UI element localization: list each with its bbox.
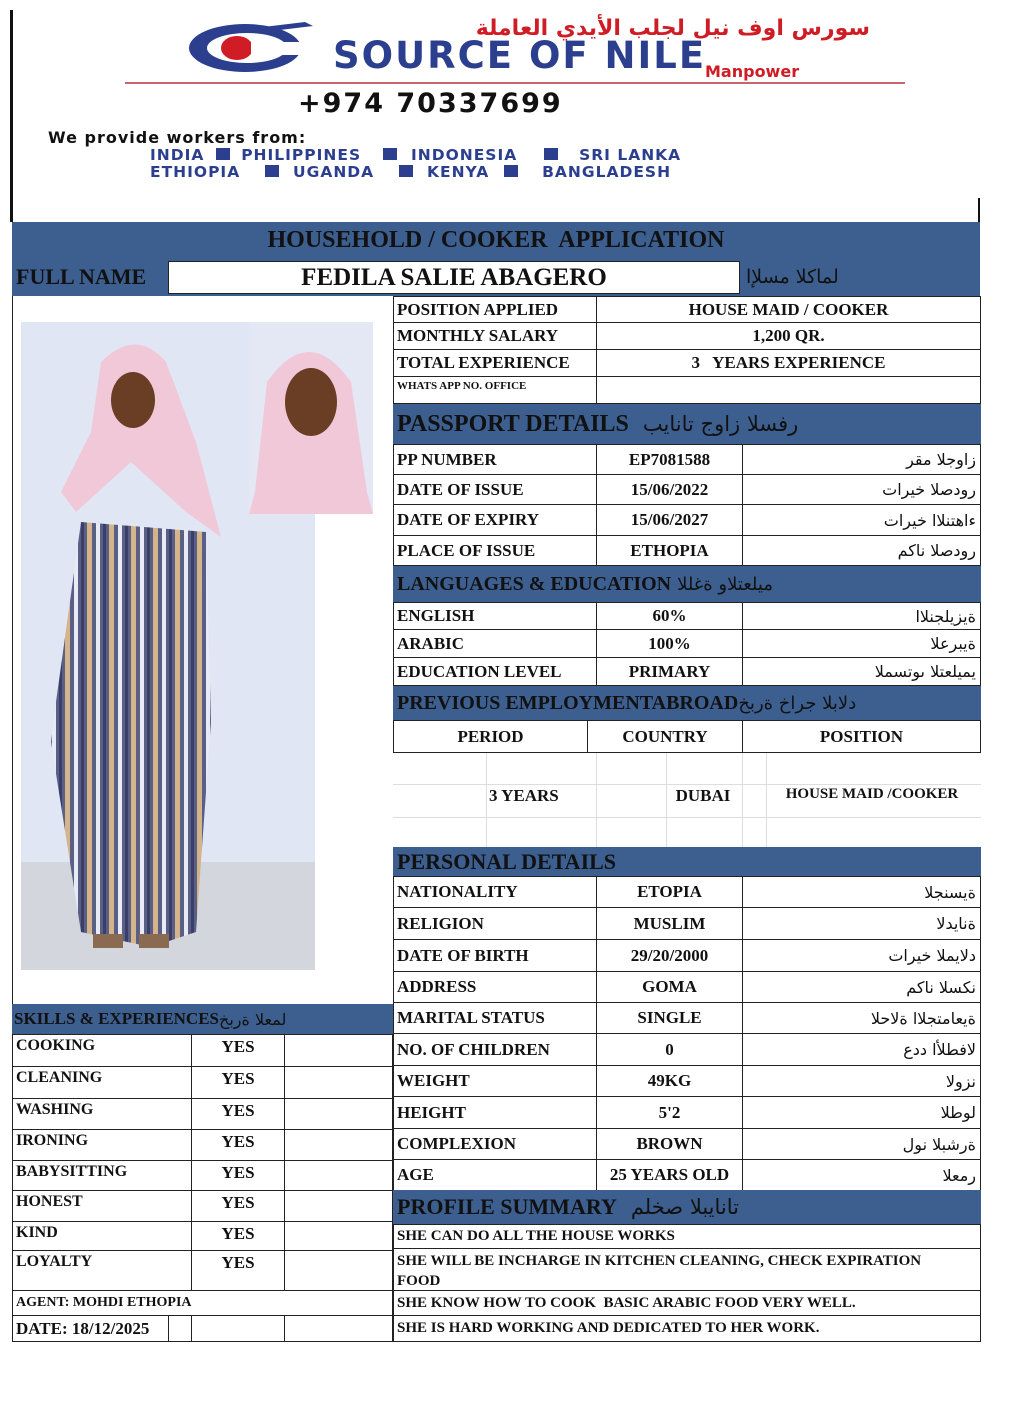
children-value: 0 <box>596 1033 743 1066</box>
application-title-bar <box>12 222 980 258</box>
weight-label-ar: نزولا <box>742 1065 981 1097</box>
total-experience-label: TOTAL EXPERIENCE <box>393 349 597 377</box>
employment-header-period: PERIOD <box>393 720 588 753</box>
skill-washing-value: YES <box>191 1098 285 1130</box>
weight-label: WEIGHT <box>393 1065 597 1097</box>
phone-number: +974 70337699 <box>298 88 563 119</box>
passport-photo <box>249 322 373 514</box>
expiry-date-label-ar: ءاهتنلاا خيرات <box>742 504 981 536</box>
age-value: 25 YEARS OLD <box>596 1159 743 1191</box>
profile-line-2: SHE WILL BE INCHARGE IN KITCHEN CLEANING, CHECK EXPIRATION FOOD <box>393 1248 981 1291</box>
languages-title: LANGUAGES & EDUCATION <box>397 572 672 595</box>
children-label: NO. OF CHILDREN <box>393 1033 597 1066</box>
whatsapp-office-label: WHATS APP NO. OFFICE <box>393 376 597 404</box>
place-of-issue-label: PLACE OF ISSUE <box>393 535 597 566</box>
total-experience-value: 3 YEARS EXPERIENCE <box>596 349 981 377</box>
children-label-ar: لافطلأا ددع <box>742 1033 981 1066</box>
employment-country-value: DUBAI <box>675 786 731 805</box>
skills-title: SKILLS & EXPERIENCES <box>14 1009 220 1028</box>
skill-washing-notes <box>284 1098 393 1130</box>
issue-date-value: 15/06/2022 <box>596 474 743 505</box>
company-logo <box>185 18 320 78</box>
religion-label: RELIGION <box>393 907 597 940</box>
country-bangladesh: BANGLADESH <box>542 163 672 181</box>
age-label-ar: رمعلا <box>742 1159 981 1191</box>
place-of-issue-label-ar: رودصلا ناكم <box>742 535 981 566</box>
agent-cell: AGENT: MOHDI ETHOPIA <box>12 1290 393 1316</box>
country-uganda: UGANDA <box>293 163 375 181</box>
employment-position-value: HOUSE MAID /COOKER <box>785 786 959 802</box>
date-spacer-2 <box>191 1315 285 1342</box>
languages-section-header <box>393 566 981 602</box>
arabic-value: 100% <box>596 629 743 658</box>
nationality-label: NATIONALITY <box>393 876 597 908</box>
complexion-label-ar: ةرشبلا نول <box>742 1128 981 1160</box>
employment-section-header <box>393 686 981 720</box>
skill-loyalty-notes <box>284 1250 393 1291</box>
country-kenya: KENYA <box>426 163 490 181</box>
complexion-label: COMPLEXION <box>393 1128 597 1160</box>
skill-washing-label: WASHING <box>12 1098 192 1130</box>
country-ethiopia: ETHIOPIA <box>150 163 241 181</box>
complexion-value: BROWN <box>596 1128 743 1160</box>
profile-line-4: SHE IS HARD WORKING AND DEDICATED TO HER WORK. <box>393 1315 981 1342</box>
profile-title: PROFILE SUMMARY <box>397 1194 617 1219</box>
company-subtitle: Manpower <box>705 62 800 81</box>
profile-section-header <box>393 1190 981 1224</box>
marital-status-value: SINGLE <box>596 1002 743 1034</box>
address-value: GOMA <box>596 971 743 1003</box>
employment-header-position: POSITION <box>742 720 981 753</box>
skill-loyalty-value: YES <box>191 1250 285 1291</box>
employment-title: PREVIOUS EMPLOYMENTABROAD <box>397 691 739 714</box>
skill-cooking-label: COOKING <box>12 1034 192 1067</box>
skills-section-header <box>12 1004 393 1034</box>
company-name-ar: سورس اوف نيل لجلب الأيدي العاملة <box>475 16 870 41</box>
skill-honest-value: YES <box>191 1190 285 1222</box>
address-label: ADDRESS <box>393 971 597 1003</box>
issue-date-label-ar: رودصلا خيرات <box>742 474 981 505</box>
arabic-label-ar: ةيبرعلا <box>742 629 981 658</box>
country-indonesia: INDONESIA <box>410 146 518 164</box>
nationality-value: ETOPIA <box>596 876 743 908</box>
skill-babysitting-notes <box>284 1160 393 1191</box>
date-cell: DATE: 18/12/2025 <box>12 1315 169 1342</box>
date-spacer-3 <box>284 1315 393 1342</box>
personal-title: PERSONAL DETAILS <box>397 848 617 874</box>
marital-status-label-ar: ةيعامتجلاا ةلاحلا <box>742 1002 981 1034</box>
issue-date-label: DATE OF ISSUE <box>393 474 597 505</box>
education-level-label: EDUCATION LEVEL <box>393 657 597 686</box>
skill-babysitting-value: YES <box>191 1160 285 1191</box>
english-value: 60% <box>596 602 743 630</box>
date-of-birth-label-ar: دلايملا خيرات <box>742 939 981 972</box>
skill-babysitting-label: BABYSITTING <box>12 1160 192 1191</box>
weight-value: 49KG <box>596 1065 743 1097</box>
skill-honest-label: HONEST <box>12 1190 192 1222</box>
countries-line-2 <box>150 163 890 181</box>
header-divider <box>125 82 905 84</box>
full-name-value: FEDILA SALIE ABAGERO <box>168 261 740 294</box>
height-value: 5'2 <box>596 1096 743 1129</box>
passport-title-ar: رفسلا زاوج تانايب <box>642 412 799 436</box>
full-name-label-ar: لماكلا مسلإا <box>746 266 839 288</box>
skill-cooking-notes <box>284 1034 393 1067</box>
expiry-date-label: DATE OF EXPIRY <box>393 504 597 536</box>
full-name-label: FULL NAME <box>16 264 147 289</box>
pp-number-label-ar: زاوجلا مقر <box>742 444 981 475</box>
skill-kind-notes <box>284 1221 393 1251</box>
age-label: AGE <box>393 1159 597 1191</box>
pp-number-label: PP NUMBER <box>393 444 597 475</box>
country-sri-lanka: SRI LANKA <box>579 146 682 164</box>
skill-cleaning-label: CLEANING <box>12 1066 192 1099</box>
pp-number-value: EP7081588 <box>596 444 743 475</box>
religion-label-ar: ةنايدلا <box>742 907 981 940</box>
skill-honest-notes <box>284 1190 393 1222</box>
skill-cleaning-value: YES <box>191 1066 285 1099</box>
provide-text: We provide workers from: <box>48 128 307 147</box>
position-applied-value: HOUSE MAID / COOKER <box>596 296 981 323</box>
height-label: HEIGHT <box>393 1096 597 1129</box>
english-label: ENGLISH <box>393 602 597 630</box>
profile-line-1: SHE CAN DO ALL THE HOUSE WORKS <box>393 1224 981 1249</box>
profile-title-ar: تانايبلا صخلم <box>630 1195 740 1219</box>
country-philippines: PHILIPPINES <box>241 146 362 164</box>
monthly-salary-value: 1,200 QR. <box>596 322 981 350</box>
page-left-border <box>10 10 13 222</box>
skill-ironing-label: IRONING <box>12 1129 192 1161</box>
position-applied-label: POSITION APPLIED <box>393 296 597 323</box>
marital-status-label: MARITAL STATUS <box>393 1002 597 1034</box>
skills-title-ar: لمعلا ةربخ <box>219 1009 287 1029</box>
personal-section-header <box>393 847 981 876</box>
profile-line-3: SHE KNOW HOW TO COOK BASIC ARABIC FOOD VERY WELL. <box>393 1290 981 1316</box>
skill-ironing-value: YES <box>191 1129 285 1161</box>
application-title: HOUSEHOLD / COOKER APPLICATION <box>267 226 725 253</box>
skill-kind-label: KIND <box>12 1221 192 1251</box>
nationality-label-ar: ةيسنجلا <box>742 876 981 908</box>
date-of-birth-label: DATE OF BIRTH <box>393 939 597 972</box>
education-level-label-ar: يميلعتلا ىوتسملا <box>742 657 981 686</box>
address-label-ar: نكسلا ناكم <box>742 971 981 1003</box>
employment-title-ar: دلابلا جراخ ةربخ <box>738 692 857 714</box>
company-name-en: SOURCE OF NILE <box>333 34 707 77</box>
employment-period-value: 3 YEARS <box>489 786 559 805</box>
whatsapp-office-value <box>596 376 981 404</box>
skill-ironing-notes <box>284 1129 393 1161</box>
english-label-ar: ةيزيلجنلاا <box>742 602 981 630</box>
date-of-birth-value: 29/20/2000 <box>596 939 743 972</box>
skill-cleaning-notes <box>284 1066 393 1099</box>
languages-title-ar: ميلعتلاو ةغللا <box>677 573 773 595</box>
date-spacer-1 <box>168 1315 192 1342</box>
expiry-date-value: 15/06/2027 <box>596 504 743 536</box>
religion-value: MUSLIM <box>596 907 743 940</box>
skill-kind-value: YES <box>191 1221 285 1251</box>
passport-section-header <box>393 404 981 444</box>
height-label-ar: لوطلا <box>742 1096 981 1129</box>
education-level-value: PRIMARY <box>596 657 743 686</box>
skill-loyalty-label: LOYALTY <box>12 1250 192 1291</box>
place-of-issue-value: ETHOPIA <box>596 535 743 566</box>
monthly-salary-label: MONTHLY SALARY <box>393 322 597 350</box>
countries-line-1 <box>150 146 890 164</box>
passport-title: PASSPORT DETAILS <box>397 410 629 437</box>
arabic-label: ARABIC <box>393 629 597 658</box>
employment-header-country: COUNTRY <box>587 720 743 753</box>
country-india: INDIA <box>150 146 205 164</box>
skill-cooking-value: YES <box>191 1034 285 1067</box>
